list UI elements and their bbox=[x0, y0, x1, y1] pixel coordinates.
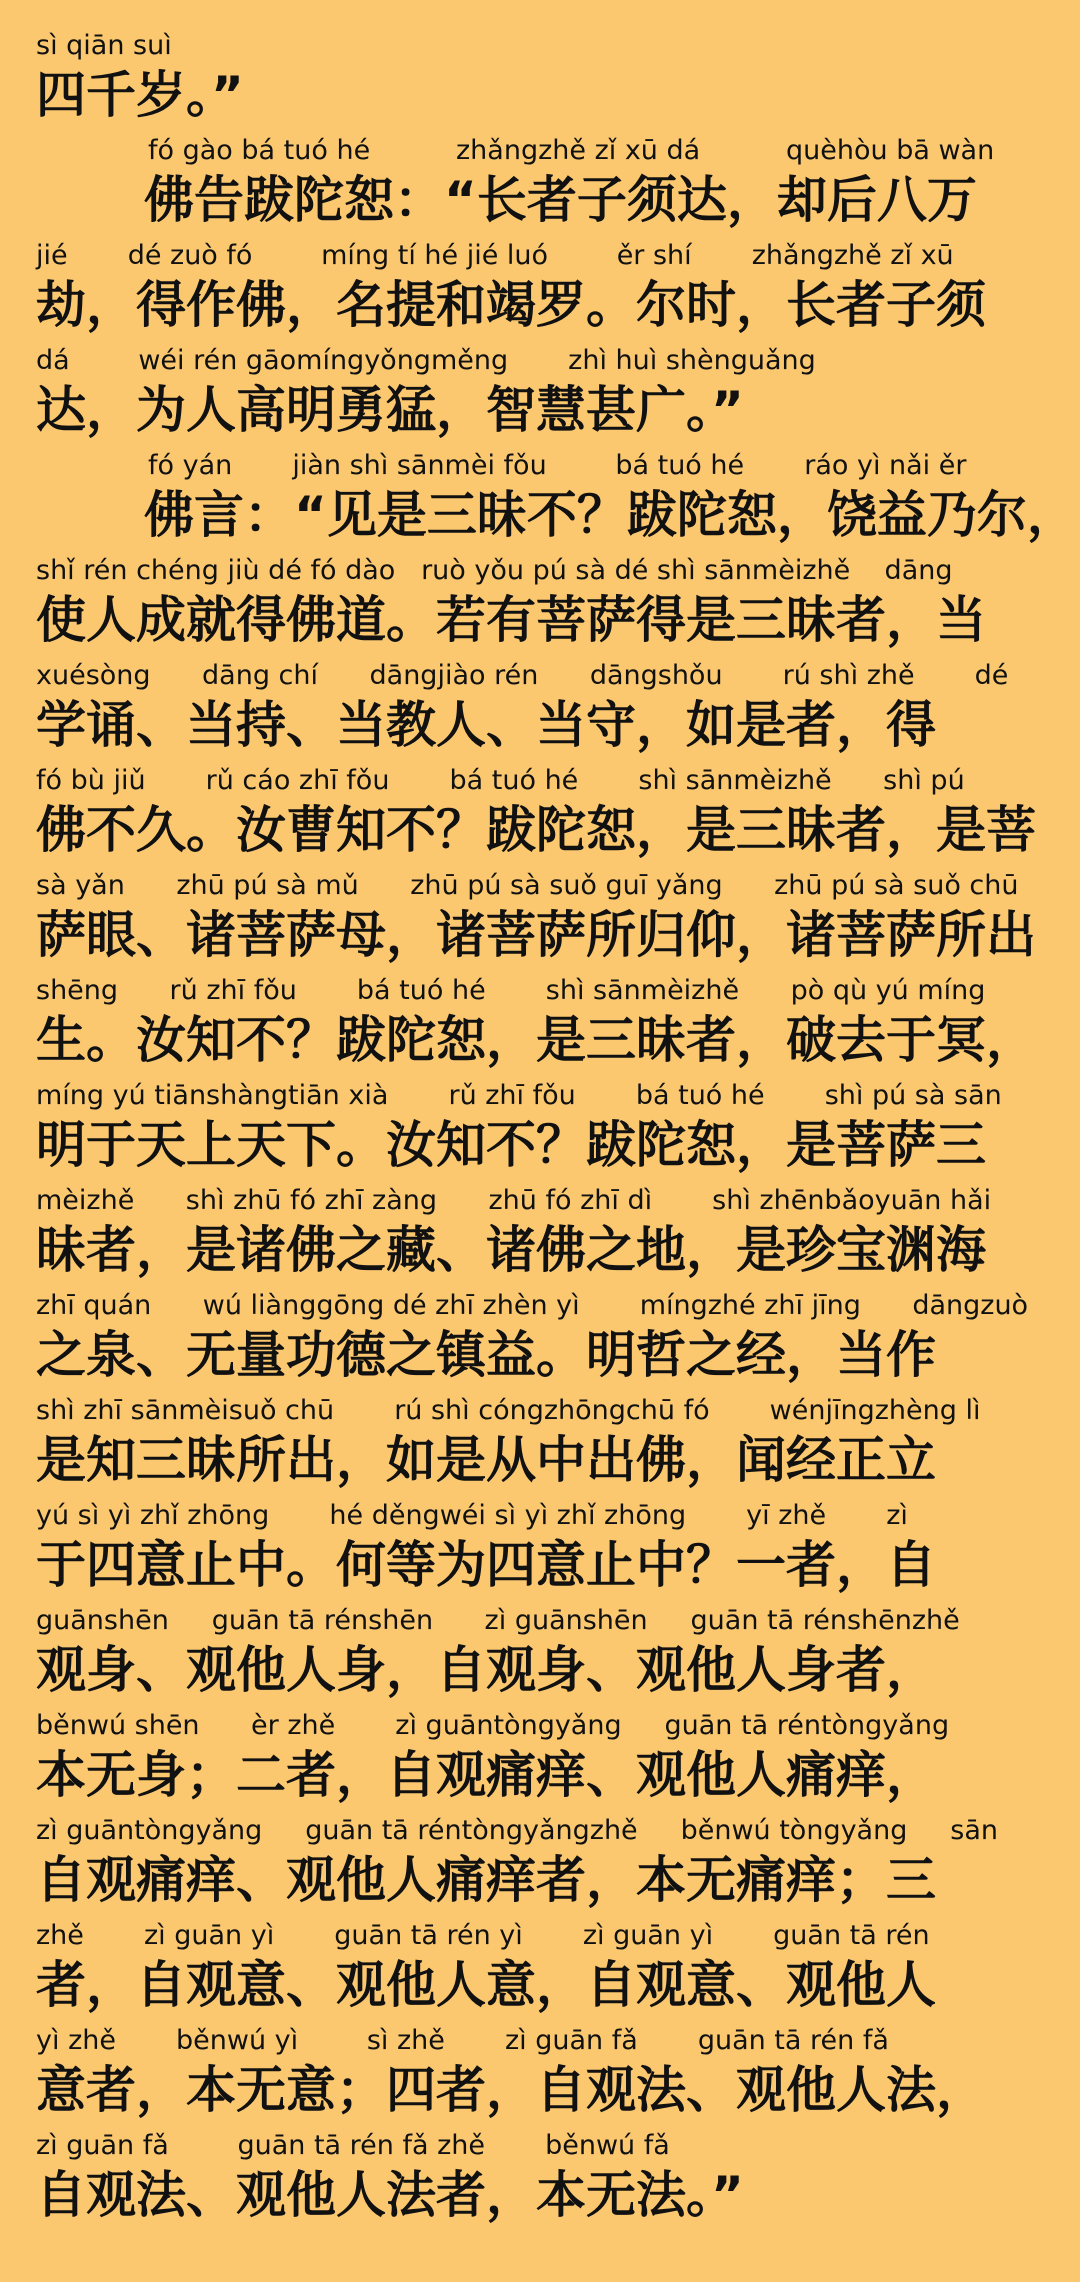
hanzi-line: 之泉、无量功德之镇益。明哲之经，当作 bbox=[36, 1326, 936, 1384]
text-line bbox=[36, 450, 1077, 555]
hanzi-line: 自观痛痒、观他人痛痒者，本无痛痒；三 bbox=[36, 1851, 936, 1909]
text-line bbox=[36, 2130, 1046, 2235]
hanzi-line: 意者，本无意；四者，自观法、观他人法， bbox=[36, 2061, 986, 2119]
text-line bbox=[36, 2025, 1046, 2130]
hanzi-line: 者，自观意、观他人意，自观意、观他人 bbox=[36, 1956, 936, 2014]
pinyin-line: zhī quán wú liànggōng dé zhī zhèn yì míngzhé zhī jīng dāngzuò bbox=[36, 1290, 1029, 1321]
hanzi-line: 是知三昧所出，如是从中出佛，闻经正立 bbox=[36, 1431, 936, 1489]
pinyin-line: jié dé zuò fó míng tí hé jié luó ěr shí zhǎngzhě zǐ xū bbox=[36, 240, 954, 271]
hanzi-line: 本无身；二者，自观痛痒、观他人痛痒， bbox=[36, 1746, 936, 1804]
pinyin-line: guānshēn guān tā rénshēn zì guānshēn guān tā rénshēnzhě bbox=[36, 1605, 960, 1636]
hanzi-line: 明于天上天下。汝知不？跋陀恕，是菩萨三 bbox=[36, 1116, 986, 1174]
pinyin-line: shì zhī sānmèisuǒ chū rú shì cóngzhōngchū fó wénjīngzhèng lì bbox=[36, 1395, 981, 1426]
text-line bbox=[36, 240, 1046, 345]
hanzi-line: 生。汝知不？跋陀恕，是三昧者，破去于冥， bbox=[36, 1011, 1036, 1069]
pinyin-line: shǐ rén chéng jiù dé fó dào ruò yǒu pú sà dé shì sānmèizhě dāng bbox=[36, 555, 953, 586]
hanzi-line: 佛言：“见是三昧不？跋陀恕，饶益乃尔， bbox=[144, 486, 1077, 544]
text-line bbox=[36, 135, 1046, 240]
hanzi-line: 萨眼、诸菩萨母，诸菩萨所归仰，诸菩萨所出 bbox=[36, 906, 1036, 964]
text-line bbox=[36, 1290, 1046, 1395]
pinyin-line: zì guāntòngyǎng guān tā réntòngyǎngzhě běnwú tòngyǎng sān bbox=[36, 1815, 998, 1846]
text-line bbox=[36, 1605, 1046, 1710]
hanzi-line: 佛不久。汝曹知不？跋陀恕，是三昧者，是菩 bbox=[36, 801, 1036, 859]
pinyin-line: fó bù jiǔ rǔ cáo zhī fǒu bá tuó hé shì sānmèizhě shì pú bbox=[36, 765, 965, 796]
text-line bbox=[36, 765, 1046, 870]
hanzi-line: 昧者，是诸佛之藏、诸佛之地，是珍宝渊海 bbox=[36, 1221, 986, 1279]
hanzi-line: 观身、观他人身，自观身、观他人身者， bbox=[36, 1641, 936, 1699]
pinyin-line: yì zhě běnwú yì sì zhě zì guān fǎ guān tā rén fǎ bbox=[36, 2025, 889, 2056]
text-line bbox=[36, 30, 1046, 135]
pinyin-line: xuésòng dāng chí dāngjiào rén dāngshǒu rú shì zhě dé bbox=[36, 660, 1009, 691]
hanzi-line: 四千岁。” bbox=[36, 66, 244, 124]
hanzi-line: 于四意止中。何等为四意止中？一者，自 bbox=[36, 1536, 936, 1594]
hanzi-line: 达，为人高明勇猛，智慧甚广。” bbox=[36, 381, 744, 439]
hanzi-line: 佛告跋陀恕：“长者子须达，却后八万 bbox=[144, 171, 977, 229]
text-line bbox=[36, 345, 1046, 450]
text-line bbox=[36, 1920, 1046, 2025]
hanzi-line: 使人成就得佛道。若有菩萨得是三昧者，当 bbox=[36, 591, 986, 649]
text-line bbox=[36, 870, 1046, 975]
pinyin-line: sà yǎn zhū pú sà mǔ zhū pú sà suǒ guī yǎng zhū pú sà suǒ chū bbox=[36, 870, 1019, 901]
text-line bbox=[36, 1185, 1046, 1290]
text-line bbox=[36, 1710, 1046, 1815]
text-line bbox=[36, 660, 1046, 765]
pinyin-line: yú sì yì zhǐ zhōng hé děngwéi sì yì zhǐ zhōng yī zhě zì bbox=[36, 1500, 908, 1531]
pinyin-line: běnwú shēn èr zhě zì guāntòngyǎng guān tā réntòngyǎng bbox=[36, 1710, 950, 1741]
pinyin-line: dá wéi rén gāomíngyǒngměng zhì huì shènguǎng bbox=[36, 345, 816, 376]
pinyin-line: zì guān fǎ guān tā rén fǎ zhě běnwú fǎ bbox=[36, 2130, 670, 2161]
text-line bbox=[36, 1395, 1046, 1500]
pinyin-line: zhě zì guān yì guān tā rén yì zì guān yì guān tā rén bbox=[36, 1920, 930, 1951]
text-line bbox=[36, 1080, 1046, 1185]
pinyin-line: sì qiān suì bbox=[36, 30, 172, 61]
text-line bbox=[36, 1815, 1046, 1920]
hanzi-line: 自观法、观他人法者，本无法。” bbox=[36, 2166, 744, 2224]
pinyin-line: fó yán jiàn shì sānmèi fǒu bá tuó hé ráo yì nǎi ěr bbox=[148, 450, 967, 481]
pinyin-line: mèizhě shì zhū fó zhī zàng zhū fó zhī dì shì zhēnbǎoyuān hǎi bbox=[36, 1185, 992, 1216]
text-line bbox=[36, 1500, 1046, 1605]
pinyin-line: míng yú tiānshàngtiān xià rǔ zhī fǒu bá tuó hé shì pú sà sān bbox=[36, 1080, 1002, 1111]
text-line bbox=[36, 975, 1046, 1080]
text-line bbox=[36, 555, 1046, 660]
pinyin-line: shēng rǔ zhī fǒu bá tuó hé shì sānmèizhě pò qù yú míng bbox=[36, 975, 986, 1006]
hanzi-line: 学诵、当持、当教人、当守，如是者，得 bbox=[36, 696, 936, 754]
pinyin-line: fó gào bá tuó hé zhǎngzhě zǐ xū dá quèhòu bā wàn bbox=[148, 135, 995, 166]
hanzi-line: 劫，得作佛，名提和竭罗。尔时，长者子须 bbox=[36, 276, 986, 334]
